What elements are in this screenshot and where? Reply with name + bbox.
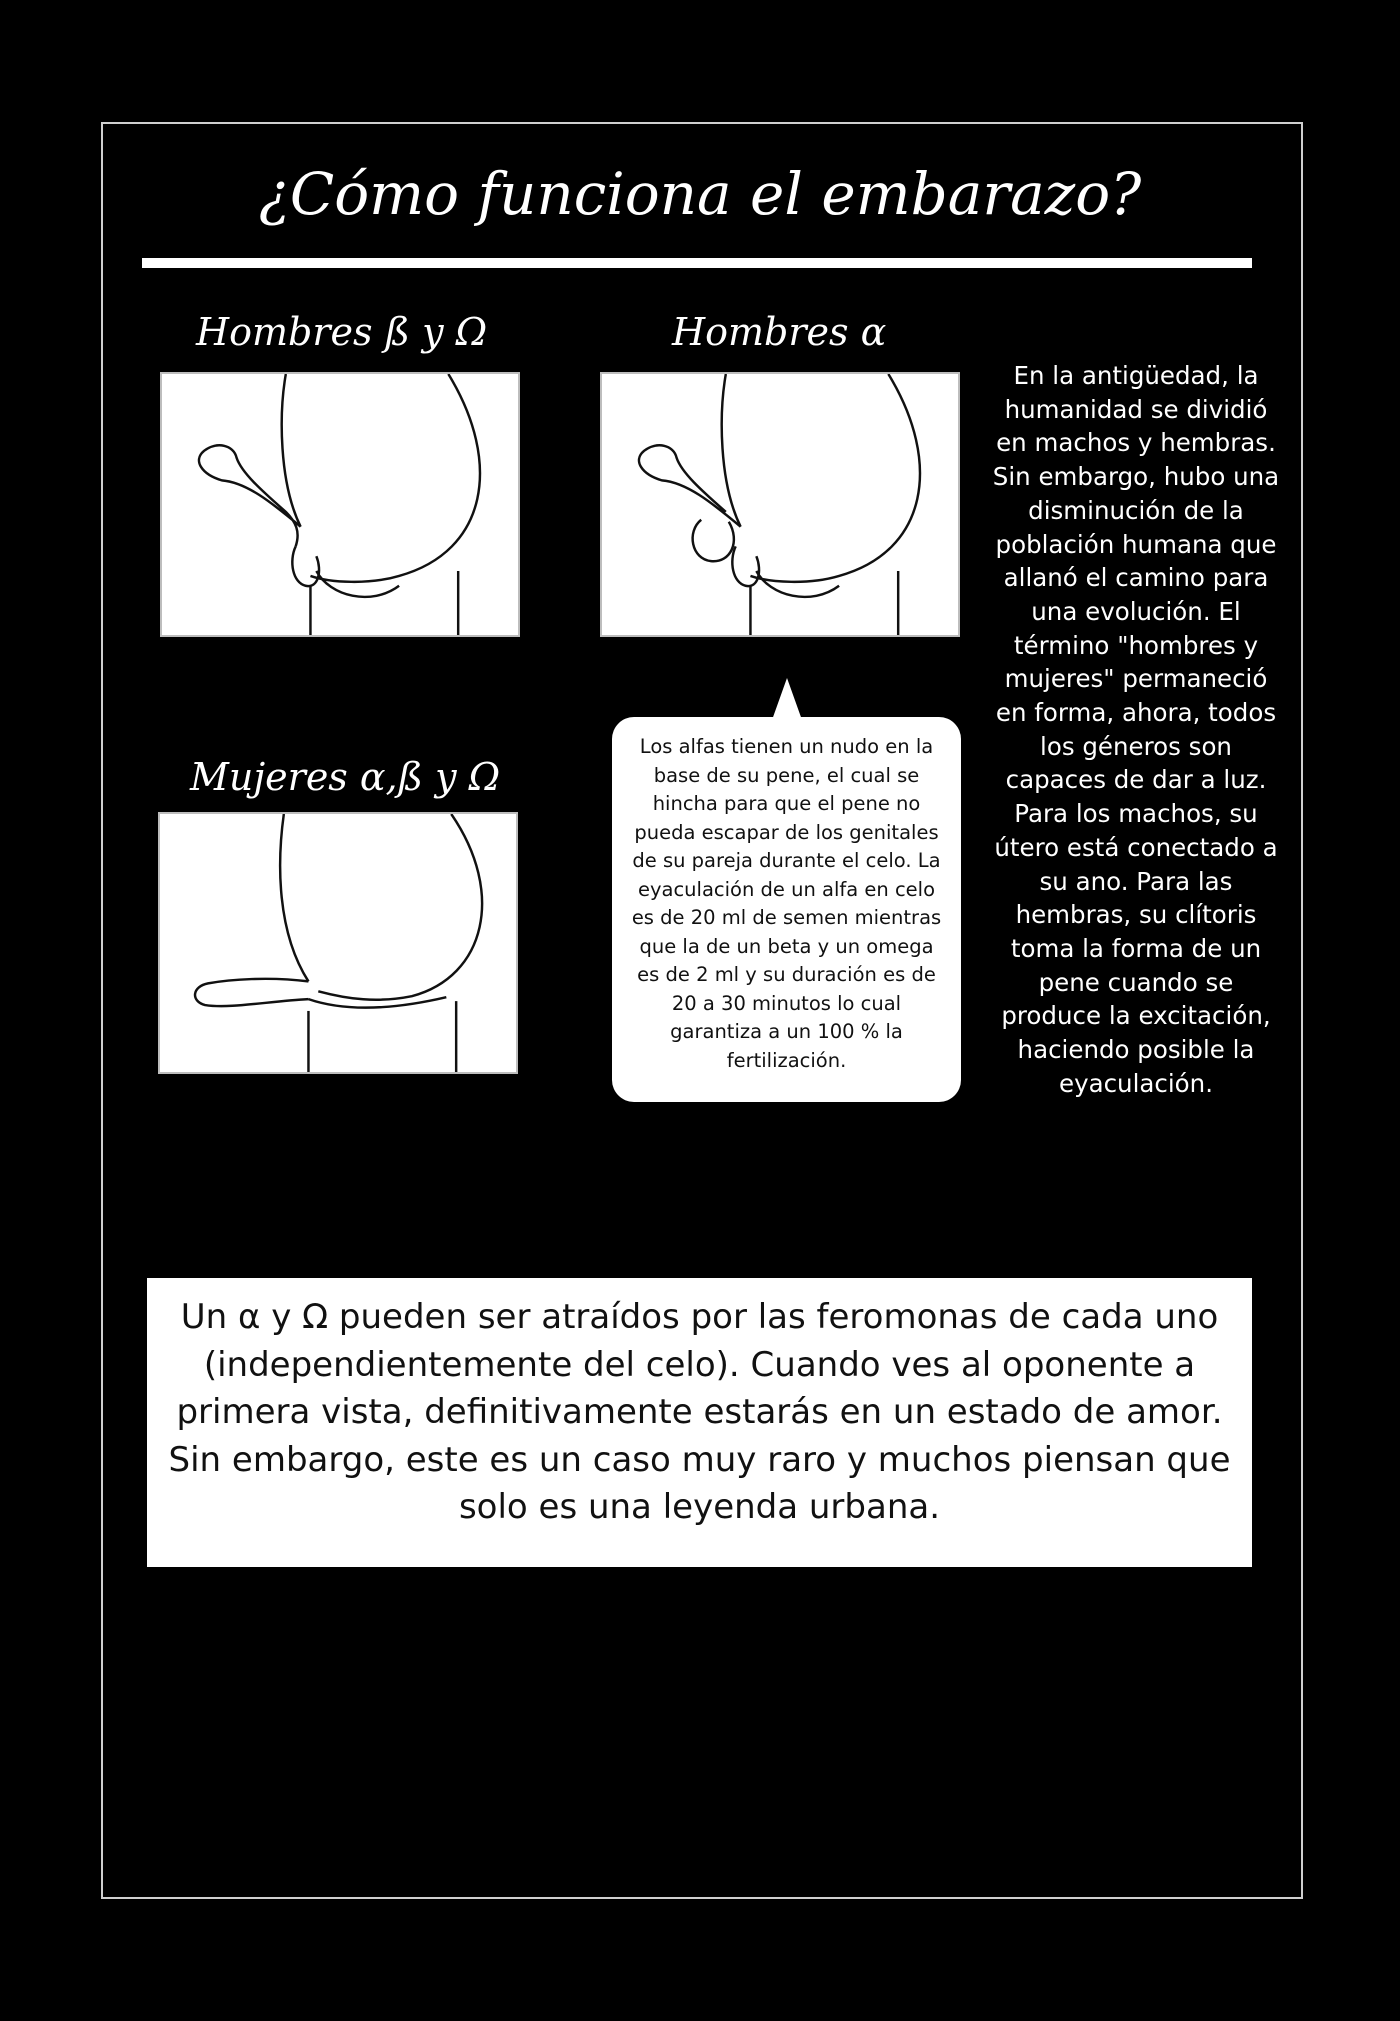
speech-bubble: Los alfas tienen un nudo en la base de su pene, el cual se hincha para que el pene no pueda escapar de los genitales de su pareja durante el celo. La eyaculación de un alfa en celo es de 20 ml de semen mientras que la de un beta y un omega es de 2 ml y su duración es de 20 a 30 minutos lo cual garantiza a un 100 % la fertilización. bbox=[612, 717, 961, 1102]
page-title: ¿Cómo funciona el embarazo? bbox=[258, 160, 1142, 228]
illustration-men-alpha bbox=[600, 372, 960, 637]
illustration-women bbox=[158, 812, 518, 1074]
bubble-tail bbox=[772, 678, 802, 720]
label-men-beta-omega: Hombres ß y Ω bbox=[196, 310, 488, 354]
label-women: Mujeres α,ß y Ω bbox=[190, 755, 501, 799]
label-men-alpha: Hombres α bbox=[672, 310, 887, 354]
title-underline bbox=[142, 258, 1252, 268]
side-explanation-text: En la antigüedad, la humanidad se dividió en machos y hembras. Sin embargo, hubo una disminución de la población humana que allanó el camino para una evolución. El término "hombres y mujeres" permaneció en forma, ahora, todos los géneros son capaces de dar a luz. Para los machos, su útero está conectado a su ano. Para las hembras, su clítoris toma la forma de un pene cuando se produce la excitación, haciendo posible la eyaculación. bbox=[992, 361, 1280, 1098]
illustration-men-beta-omega bbox=[160, 372, 520, 637]
bottom-note-box: Un α y Ω pueden ser atraídos por las feromonas de cada uno (independientemente del celo). Cuando ves al oponente a primera vista, definitivamente estarás en un estado de amor. Sin embargo, este es un caso muy raro y muchos piensan que solo es una leyenda urbana. bbox=[147, 1278, 1252, 1567]
